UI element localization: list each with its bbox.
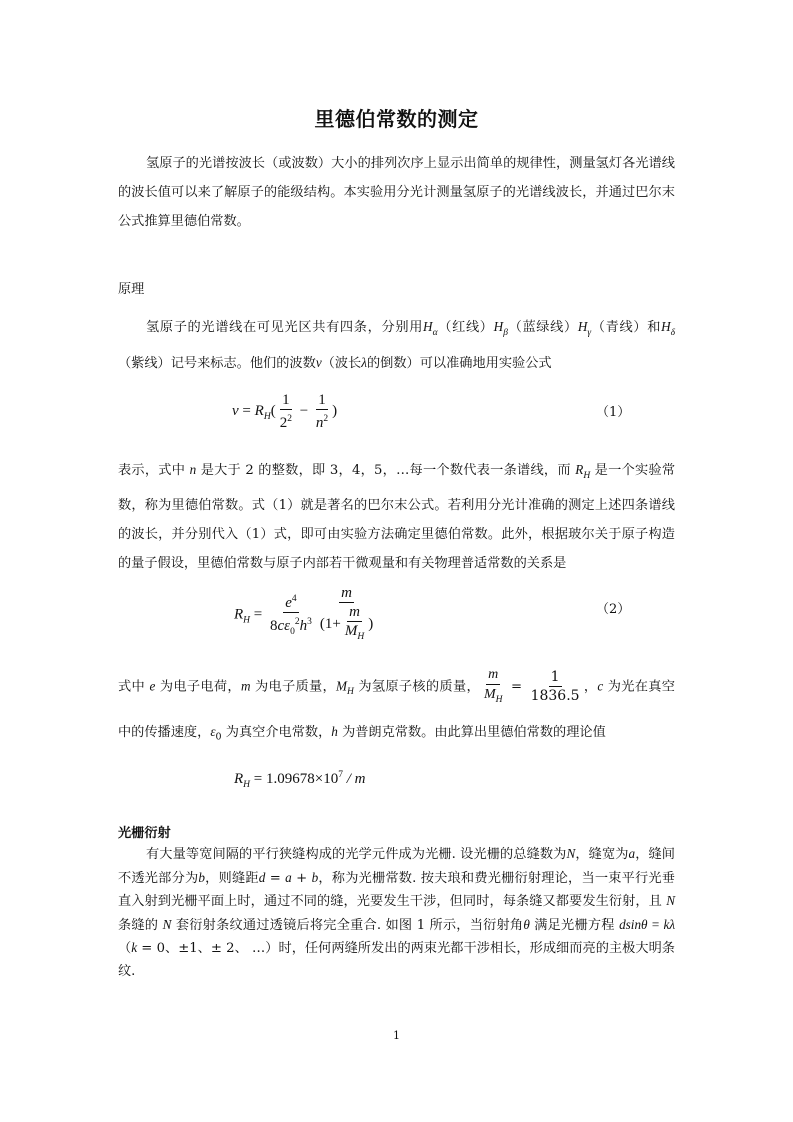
- principle-paragraph: 氢原子的光谱线在可见光区共有四条，分别用$H_\alpha$（红线）$H_\beta$（蓝绿线）$H_\gamma$（青线）和$H_\delta$（紫线）记号来标志。他们的波数ν（波长λ的倒数）可以准确地用实验公式: [118, 319, 676, 371]
- page-title: 里德伯常数的测定: [314, 107, 479, 131]
- symbols-paragraph: 式中 e 为电子电荷，m 为电子质量，$M_H$ 为氢原子核的质量， $\frac{m}{M_H}$ = $\frac{1}{1836.5}$ ，c 为光在真空中的传播速度，$\varepsilon_0$ 为真空介电常数，h 为普朗克常数。由此算出里德伯常数的理论值: [118, 667, 675, 743]
- page-number: 1: [393, 1029, 400, 1042]
- mass-ratio-denominator: 1836.5: [530, 688, 580, 705]
- equation-number-2: （2）: [596, 602, 631, 617]
- intro-paragraph: 氢原子的光谱按波长（或波数）大小的排列次序上显示出简单的规律性，测量氢灯各光谱线的波长值可以来了解原子的能级结构。本实验用分光计测量氢原子的光谱线波长，并通过巴尔末公式推算里德伯常数。: [118, 156, 675, 229]
- section-heading-principle: 原理: [118, 282, 145, 297]
- grating-paragraph: 有大量等宽间隔的平行狭缝构成的光学元件成为光栅. 设光栅的总缝数为N，缝宽为a，缝间不透光部分为b，则缝距d = a + b，称为光栅常数. 按夫琅和费光栅衍射理论，当一束平行光垂直入射到光栅平面上时，通过不同的缝，光要发生干涉，但同时，每条缝又都要发生衍射，且 N 条缝的 N 套衍射条纹通过透镜后将完全重合. 如图 1 所示，当衍射角θ 满足光栅方程 dsinθ = kλ（k = 0、±1、± 2、 …）时，任何两缝所发出的两束光都干涉相长，形成细而亮的主极大明条纹.: [118, 846, 676, 979]
- section-heading-grating: 光栅衍射: [118, 826, 171, 841]
- rydberg-theoretical-value: $R_H = 1.09678\times 10^7 / m$: [234, 770, 366, 790]
- rydberg-theory-formula: $R_H$ = $\frac{e^4}{8c\varepsilon_0^2h^3}$ m (1+ $\frac{m}{M_H}$ ): [234, 585, 374, 642]
- balmer-explanation-paragraph: 表示，式中 n 是大于 2 的整数，即 3，4，5，…每一个数代表一条谱线，而 $R_H$ 是一个实验常数，称为里德伯常数。式（1）就是著名的巴尔末公式。若利用分光计准确的测定上述四条谱线的波长，并分别代入（1）式，即可由实验方法确定里德伯常数。此外，根据玻尔关于原子构造的量子假设，里德伯常数与原子内部若干微观量和有关物理普适常数的关系是: [118, 462, 676, 571]
- equation-number-1: （1）: [596, 405, 631, 420]
- balmer-formula: $\nu = R_H$( $\frac{1}{2^2}$ − $\frac{1}{n^2}$ ): [232, 392, 338, 431]
